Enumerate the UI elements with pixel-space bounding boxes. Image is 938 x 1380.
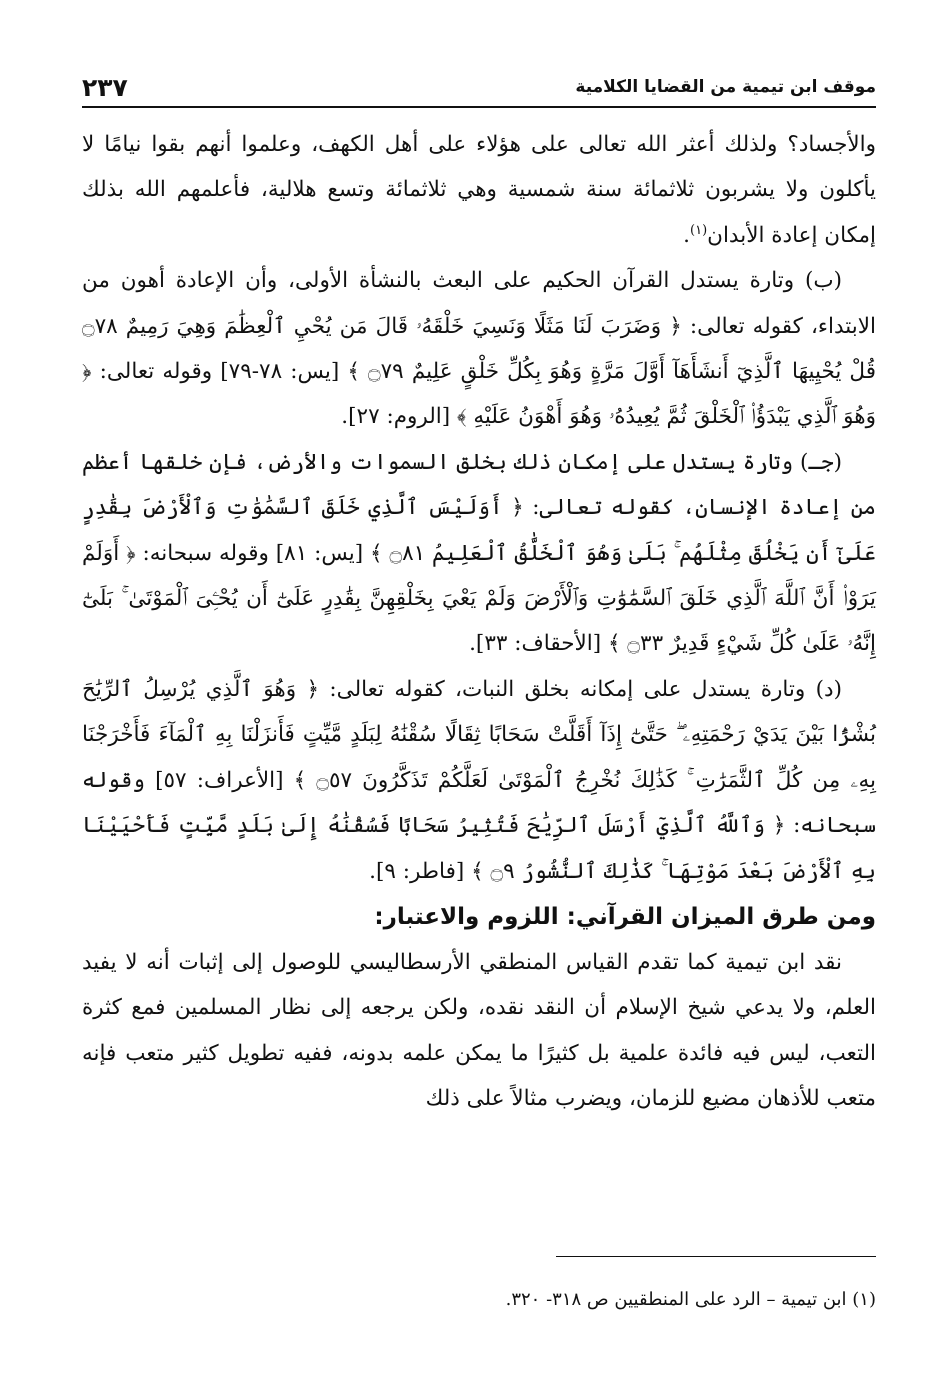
quran-quote-fatir-9: ﴿ وَٱللَّهُ ٱلَّذِيٓ أَرْسَلَ ٱلرِّيَٰحَ فَتُثِيرُ سَحَابًا فَسُقْنَٰهُ إِلَىٰ بَلَدٍ مَّيِّتٍ فَأَحْيَيْنَا بِهِ ٱلْأَرْضَ بَعْدَ مَوْتِهَا ۚ كَذَٰلِكَ ٱلنُّشُورُ ۝٩ ﴾ [82,813,876,884]
footnote-mark: (١) [852,1289,876,1310]
paragraph-5-text: نقد ابن تيمية كما تقدم القياس المنطقي الأرسطاليسي للوصول إلى إثبات أنه لا يفيد العلم، ولا يدعي شيخ الإسلام أن النقد نقده، ولكن يرجعه إلى نظار المسلمين فمع كثرة التعب، ليس فيه فائدة علمية بل كثيرًا ما يمكن علمه بدونه، ففيه تطويل كثير متعب فإنه متعب للأذهان مضيع للزمان، ويضرب مثالاً على ذلك [82,949,876,1112]
paragraph-b-middle: وقوله تعالى: [91,359,213,385]
paragraph-b [82,258,876,440]
page-header [82,70,876,104]
footnote-reference[interactable]: (١) [690,222,708,238]
quran-quote-yasin-81: ﴿ أَوَلَيْسَ ٱلَّذِي خَلَقَ ٱلسَّمَٰوَٰتِ وَٱلْأَرْضَ بِقَٰدِرٍ عَلَىٰٓ أَن يَخْلُقَ مِثْلَهُم ۚ بَلَىٰ وَهُوَ ٱلْخَلَّٰقُ ٱلْعَلِيمُ ۝٨١ ﴾ [82,495,877,566]
footnote-rule [556,1256,876,1257]
section-heading: ومن طرق الميزان القرآني: اللزوم والاعتبار: [374,903,876,930]
paragraph-d-lead: (د) وتارة يستدل على إمكانه بخلق النبات، كقوله تعالى: [319,676,842,702]
paragraph-5 [82,940,876,1122]
quran-quote-ahqaf-33: ﴿ أَوَلَمْ يَرَوْا۟ أَنَّ ٱللَّهَ ٱلَّذِي خَلَقَ ٱلسَّمَٰوَٰتِ وَٱلْأَرْضَ وَلَمْ يَعْيَ بِخَلْقِهِنَّ بِقَٰدِرٍ عَلَىٰٓ أَن يُحْـِۧىَ ٱلْمَوْتَىٰ ۚ بَلَىٰٓ إِنَّهُۥ عَلَىٰ كُلِّ شَيْءٍ قَدِيرٌ ۝٣٣ ﴾ [82,540,876,657]
paragraph-d [82,667,876,894]
quran-quote-araf-57: ﴿ وَهُوَ ٱلَّذِي يُرْسِلُ ٱلرِّيَٰحَ بُشْرًۢا بَيْنَ يَدَيْ رَحْمَتِهِۦ ۖ حَتَّىٰٓ إِذَآ أَقَلَّتْ سَحَابًا ثِقَالًا سُقْنَٰهُ لِبَلَدٍ مَّيِّتٍ فَأَنزَلْنَا بِهِ ٱلْمَآءَ فَأَخْرَجْنَا بِهِۦ مِن كُلِّ ٱلثَّمَرَٰتِ ۚ كَذَٰلِكَ نُخْرِجُ ٱلْمَوْتَىٰ لَعَلَّكُمْ تَذَكَّرُونَ ۝٥٧ ﴾ [82,676,876,793]
verse-reference: [يس: ٨١] [268,540,371,566]
verse-reference: [الروم: ٢٧]. [341,404,458,430]
running-title: موقف ابن تيمية من القضايا الكلامية [575,77,876,97]
verse-reference: [فاطر: ٩]. [369,858,472,884]
footnote [82,1286,876,1314]
page-number: ٢٣٧ [82,72,128,102]
quran-quote-yasin-78-79: ﴿ وَضَرَبَ لَنَا مَثَلًا وَنَسِيَ خَلْقَهُۥ قَالَ مَن يُحْيِ ٱلْعِظَٰمَ وَهِيَ رَمِيمٌ ۝٧٨ قُلْ يُحْيِيهَا ٱلَّذِيٓ أَنشَأَهَآ أَوَّلَ مَرَّةٍ وَهُوَ بِكُلِّ خَلْقٍ عَلِيمٌ ۝٧٩ ﴾ [82,313,876,385]
paragraph-d-middle: وقوله سبحانه: [82,767,876,839]
paragraph-j [82,440,876,667]
verse-reference: [الأحقاف: ٣٣]. [469,631,608,657]
paragraph-1-text: والأجساد؟ ولذلك أعثر الله تعالى على هؤلاء على أهل الكهف، وعلموا أنهم بقوا نيامًا لا يأكلون ولا يشربون ثلاثمائة سنة شمسية وهي ثلاثمائة وتسع هلالية، فأعلمهم الله بذلك إمكان إعادة الأبدان [82,132,876,248]
verse-reference: [الأعراف: ٥٧] [145,767,294,793]
header-rule [82,106,876,108]
paragraph-1 [82,122,876,258]
paragraph-j-lead: (جـ) وتارة يستدل على إمكان ذلك بخلق السموات والأرض، فإن خلقها أعظم من إعادة الإنسان، كقوله تعالى: [82,449,876,521]
quran-quote-rum-27: ﴿ وَهُوَ ٱلَّذِي يَبْدَؤُا۟ ٱلْخَلْقَ ثُمَّ يُعِيدُهُۥ وَهُوَ أَهْوَنُ عَلَيْهِ ﴾ [82,359,876,430]
paragraph-1-end: . [683,222,691,248]
paragraph-b-lead: (ب) وتارة يستدل القرآن الحكيم على البعث بالنشأة الأولى، وأن الإعادة أهون من الابتداء، كقوله تعالى: [82,268,876,339]
paragraph-j-middle: وقوله سبحانه: [135,540,269,566]
verse-reference: [يس: ٧٨-٧٩] [212,359,348,385]
footnote-text: ابن تيمية – الرد على المنطقيين ص ٣١٨- ٣٢٠. [505,1289,853,1310]
body-text [82,122,876,1122]
